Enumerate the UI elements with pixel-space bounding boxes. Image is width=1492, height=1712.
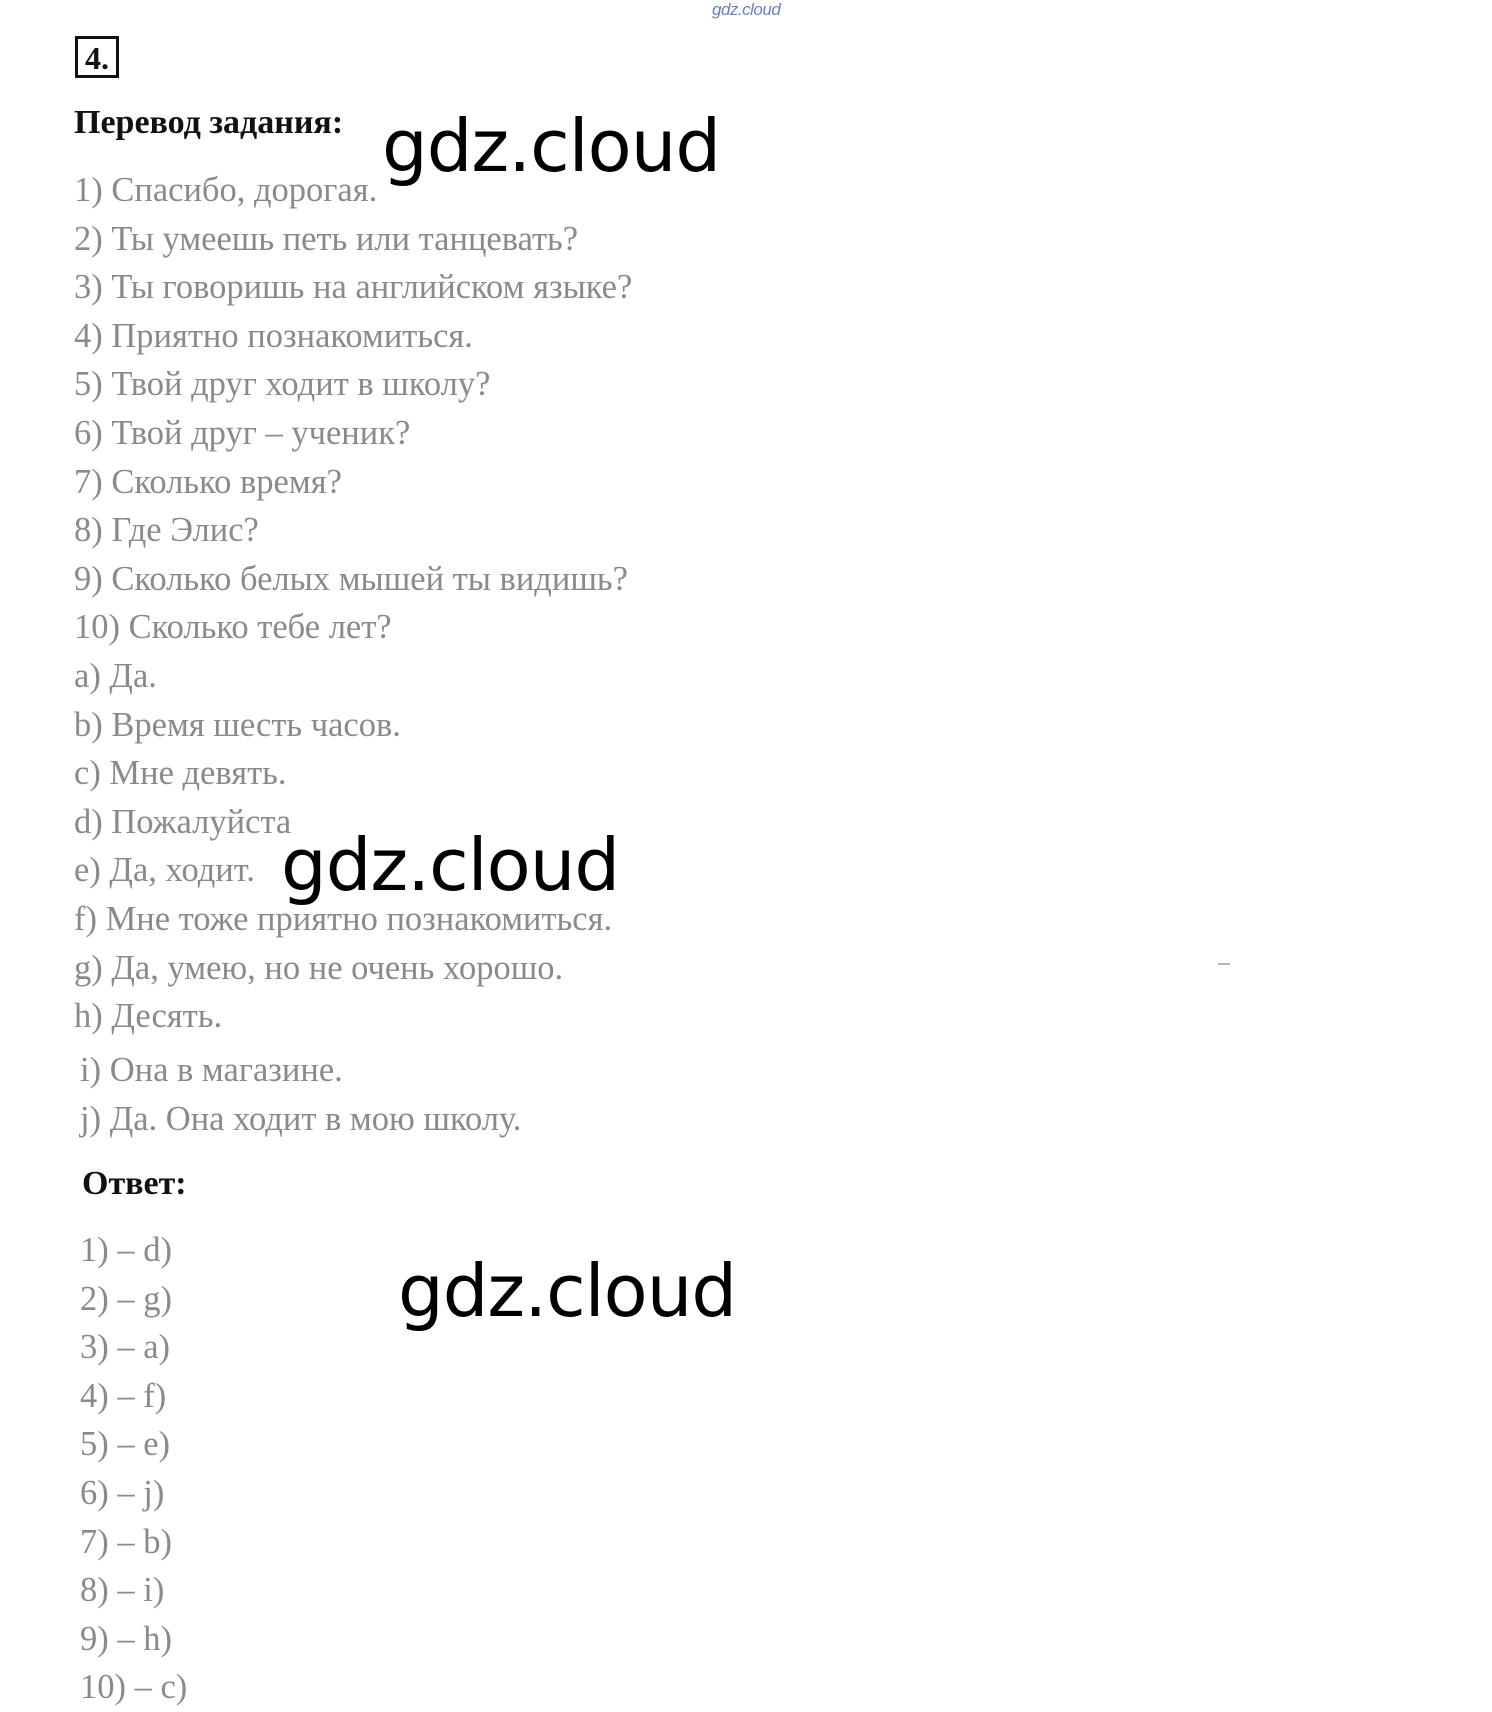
translation-item: 4) Приятно познакомиться.	[74, 316, 473, 355]
translation-item: f) Мне тоже приятно познакомиться.	[74, 899, 613, 938]
translation-item: g) Да, умею, но не очень хорошо.	[74, 948, 564, 987]
watermark-text: gdz.cloud	[382, 104, 721, 188]
translation-item: d) Пожалуйста	[74, 802, 292, 841]
answer-item: 10) – c)	[80, 1668, 188, 1707]
answer-item: 8) – i)	[80, 1571, 165, 1610]
translation-item: c) Мне девять.	[74, 754, 287, 793]
answer-item: 6) – j)	[80, 1473, 165, 1512]
answer-item: 7) – b)	[80, 1522, 172, 1561]
exercise-number: 4.	[75, 36, 119, 78]
translation-item: 6) Твой друг – ученик?	[74, 413, 411, 452]
translation-item: 1) Спасибо, дорогая.	[74, 171, 378, 209]
answer-heading: Ответ:	[82, 1165, 187, 1202]
translation-item: a) Да.	[74, 656, 157, 695]
translation-item: h) Десять.	[74, 997, 223, 1036]
translation-item: 10) Сколько тебе лет?	[74, 608, 392, 647]
answer-item: 9) – h)	[80, 1619, 172, 1658]
translation-item: b) Время шесть часов.	[74, 705, 401, 744]
task-heading: Перевод задания:	[74, 104, 344, 141]
top-watermark: gdz.cloud	[712, 0, 781, 19]
answer-item: 3) – a)	[80, 1328, 171, 1367]
translation-item: 2) Ты умеешь петь или танцевать?	[74, 219, 579, 258]
translation-item: 9) Сколько белых мышей ты видишь?	[74, 559, 628, 598]
answer-item: 5) – e)	[80, 1425, 171, 1464]
translation-item: 7) Сколько время?	[74, 462, 342, 501]
translation-item: j) Да. Она ходит в мою школу.	[80, 1099, 522, 1138]
watermark-text: gdz.cloud	[281, 823, 620, 907]
answer-item: 4) – f)	[80, 1376, 167, 1415]
translation-list	[74, 166, 632, 1041]
watermark-text: gdz.cloud	[398, 1249, 737, 1333]
translation-item: i) Она в магазине.	[80, 1051, 343, 1089]
translation-item: 5) Твой друг ходит в школу?	[74, 365, 491, 404]
translation-item: e) Да, ходит.	[74, 851, 255, 890]
translation-item: 3) Ты говоришь на английском языке?	[74, 268, 633, 307]
answers-list	[80, 1226, 187, 1712]
translation-item: 8) Где Элис?	[74, 511, 259, 550]
stray-dash-mark	[1218, 963, 1230, 965]
translation-extra-list	[80, 1046, 521, 1143]
answer-item: 2) – g)	[80, 1279, 172, 1318]
answer-item: 1) – d)	[80, 1231, 172, 1269]
